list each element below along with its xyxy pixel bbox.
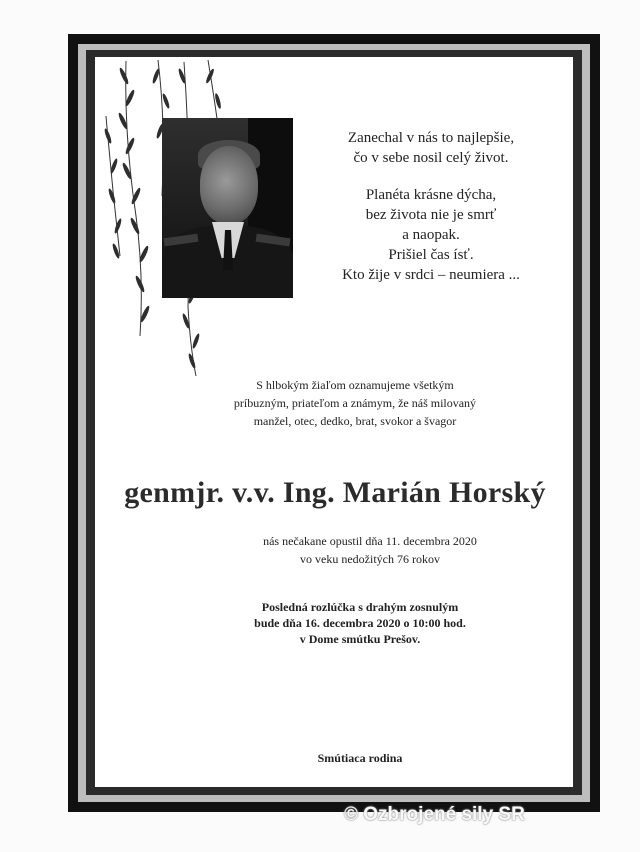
poem-line: bez života nie je smrť bbox=[365, 207, 497, 223]
poem-line: čo v sebe nosil celý život. bbox=[353, 150, 509, 166]
funeral-info bbox=[200, 599, 520, 647]
poem-line: Prišiel čas ísť. bbox=[388, 247, 474, 263]
announcement-line: S hlbokým žiaľom oznamujeme všetkým bbox=[256, 378, 454, 392]
poem-stanza-1 bbox=[300, 128, 562, 168]
poem-line: Zanechal v nás to najlepšie, bbox=[347, 130, 515, 146]
watermark-text: © Ozbrojené sily SR bbox=[344, 804, 525, 825]
announcement-line: manžel, otec, dedko, brat, svokor a švagor bbox=[253, 414, 457, 428]
poem-stanza-2 bbox=[300, 185, 562, 285]
funeral-info-line: bude dňa 16. decembra 2020 o 10:00 hod. bbox=[254, 616, 466, 630]
portrait-photo bbox=[162, 118, 293, 298]
death-info-line: nás nečakane opustil dňa 11. decembra 2020 bbox=[263, 534, 477, 548]
family-signoff: Smútiaca rodina bbox=[317, 751, 403, 765]
poem-line: Planéta krásne dýcha, bbox=[365, 187, 497, 203]
poem-line: Kto žije v srdci – neumiera ... bbox=[342, 267, 520, 283]
death-info-line: vo veku nedožitých 76 rokov bbox=[300, 552, 440, 566]
deceased-name: genmjr. v.v. Ing. Marián Horský bbox=[124, 476, 546, 509]
announcement-text bbox=[190, 376, 520, 430]
funeral-info-line: Posledná rozlúčka s drahým zosnulým bbox=[261, 600, 459, 614]
announcement-line: príbuzným, priateľom a známym, že náš milovaný bbox=[233, 396, 477, 410]
poem-line: a naopak. bbox=[402, 227, 460, 243]
funeral-info-line: v Dome smútku Prešov. bbox=[299, 632, 421, 646]
death-info bbox=[230, 532, 510, 568]
